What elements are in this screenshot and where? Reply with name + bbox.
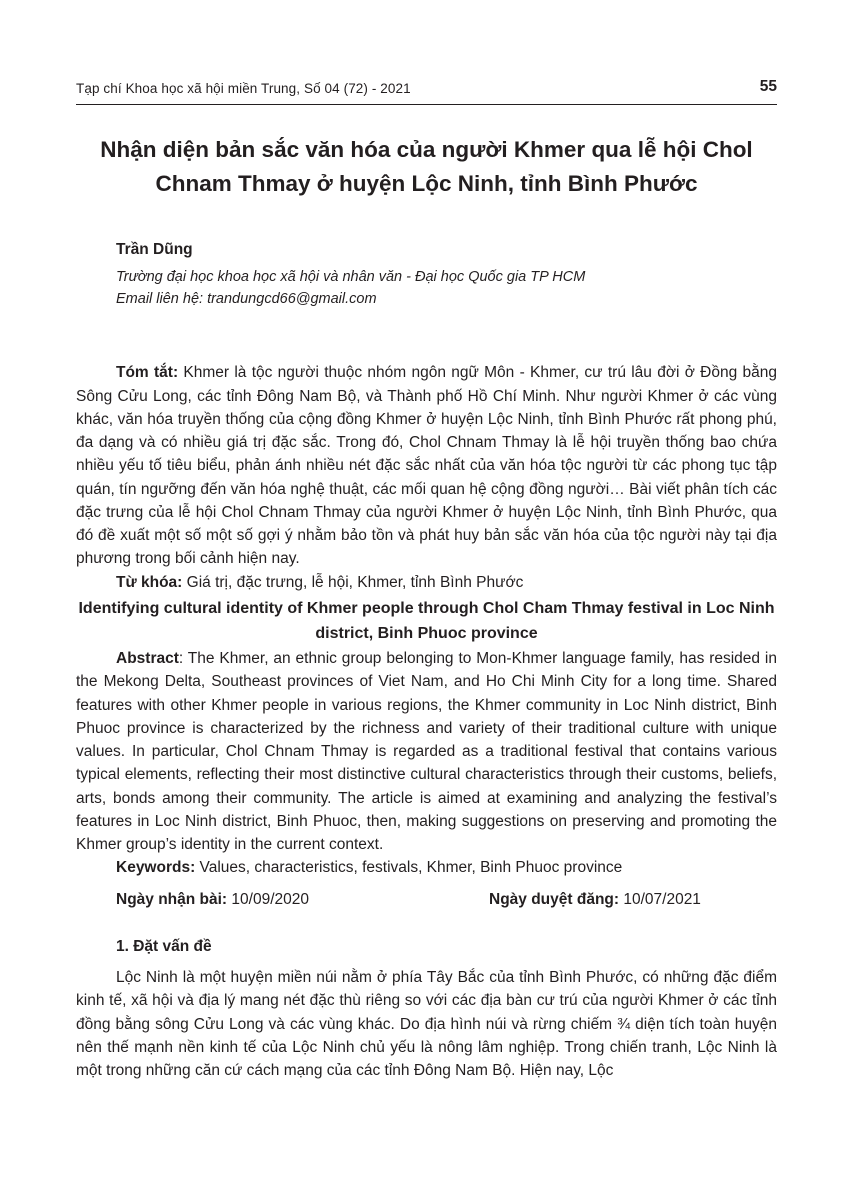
author-email: Email liên hệ: trandungcd66@gmail.com: [116, 291, 377, 308]
section-1-paragraph: Lộc Ninh là một huyện miền núi nằm ở phía Tây Bắc của tỉnh Bình Phước, có những đặc điểm kinh tế, xã hội và địa lý mang nét đặc thù riêng so với các địa bàn cư trú của người Khmer ở các tỉnh đồng bằng sông Cửu Long và các vùng khác. Do địa hình núi và rừng chiếm ¾ diện tích toàn huyện nên thế mạnh nền kinh tế của Lộc Ninh chủ yếu là nông lâm nghiệp. Trong chiến tranh, Lộc Ninh là một trong những căn cứ cách mạng của các tỉnh Đông Nam Bộ. Hiện nay, Lộc: [76, 969, 777, 1079]
page-header: [76, 78, 777, 104]
keywords-en-label: Keywords:: [116, 859, 196, 877]
abstract-vi: [76, 361, 777, 570]
date-received-label: Ngày nhận bài:: [116, 890, 228, 908]
header-rule: [76, 104, 777, 105]
keywords-vi: [76, 571, 777, 594]
keywords-en: [76, 856, 777, 879]
abstract-vi-label: Tóm tắt:: [116, 364, 179, 382]
abstract-vi-text: Khmer là tộc người thuộc nhóm ngôn ngữ Môn - Khmer, cư trú lâu đời ở Đồng bằng Sông Cửu Long, các tỉnh Đông Nam Bộ, và Thành phố Hồ Chí Minh. Như người Khmer ở các vùng khác, văn hóa truyền thống của cộng đồng Khmer ở huyện Lộc Ninh, tỉnh Bình Phước rất phong phú, đa dạng và có nhiều giá trị đặc sắc. Trong đó, Chol Chnam Thmay là lễ hội truyền thống bao chứa nhiều yếu tố tiêu biểu, phản ánh nhiều nét đặc sắc nhất của văn hóa tộc người từ các phong tục tập quán, tín ngưỡng đến văn hóa nghệ thuật, các mối quan hệ cộng đồng người… Bài viết phân tích các đặc trưng của lễ hội Chol Chnam Thmay của người Khmer ở huyện Lộc Ninh, tỉnh Bình Phước, qua đó đề xuất một số một số gợi ý nhằm bảo tồn và phát huy bản sắc văn hóa của tộc người này tại địa phương trong bối cảnh hiện nay.: [76, 364, 777, 568]
abstract-en-label: Abstract: [116, 650, 179, 667]
date-received-value: 10/09/2020: [227, 890, 309, 908]
abstract-en-text: : The Khmer, an ethnic group belonging to Mon-Khmer language family, has resided in the Mekong Delta, Southeast provinces of Viet Nam, and Ho Chi Minh City for a long time. Shared features with other Khmer people in various regions, the Khmer community in Loc Ninh district, Binh Phuoc province is characterized by the richness and variety of their traditional culture with unique values. In particular, Chol Chnam Thmay is regarded as a traditional festival that contains various typical elements, reflecting their most distinctive cultural characteristics through their customs, beliefs, arts, bonds among their community. The article is aimed at examining and analyzing the festival’s features in Loc Ninh district, Binh Phuoc, then, making suggestions on preserving and promoting the Khmer group’s identity in the current context.: [76, 650, 777, 853]
article-title-en: Identifying cultural identity of Khmer people through Chol Cham Thmay festival in Loc Ninh district, Binh Phuoc province: [78, 599, 775, 643]
author-affiliation: Trường đại học khoa học xã hội và nhân văn - Đại học Quốc gia TP HCM: [116, 268, 586, 285]
date-accepted-value: 10/07/2021: [619, 890, 701, 908]
author-block: [116, 241, 777, 312]
date-accepted-label: Ngày duyệt đăng:: [489, 890, 620, 908]
keywords-en-text: Values, characteristics, festivals, Khmer, Binh Phuoc province: [195, 859, 623, 877]
keywords-vi-text: Giá trị, đặc trưng, lễ hội, Khmer, tỉnh Bình Phước: [182, 573, 524, 591]
article-title-vi: Nhận diện bản sắc văn hóa của người Khmer qua lễ hội Chol Chnam Thmay ở huyện Lộc Ninh, tỉnh Bình Phước: [100, 137, 753, 196]
section-1-heading: 1. Đặt vấn đề: [116, 937, 212, 955]
journal-name: Tạp chí Khoa học xã hội miền Trung, Số 04 (72) - 2021: [76, 81, 411, 96]
date-received: [116, 888, 489, 911]
date-accepted: [489, 888, 777, 911]
keywords-vi-label: Từ khóa:: [116, 573, 183, 591]
page-number: 55: [759, 78, 777, 95]
abstract-en: [76, 647, 777, 856]
author-name: Trần Dũng: [116, 240, 193, 258]
dates-row: [76, 888, 777, 911]
